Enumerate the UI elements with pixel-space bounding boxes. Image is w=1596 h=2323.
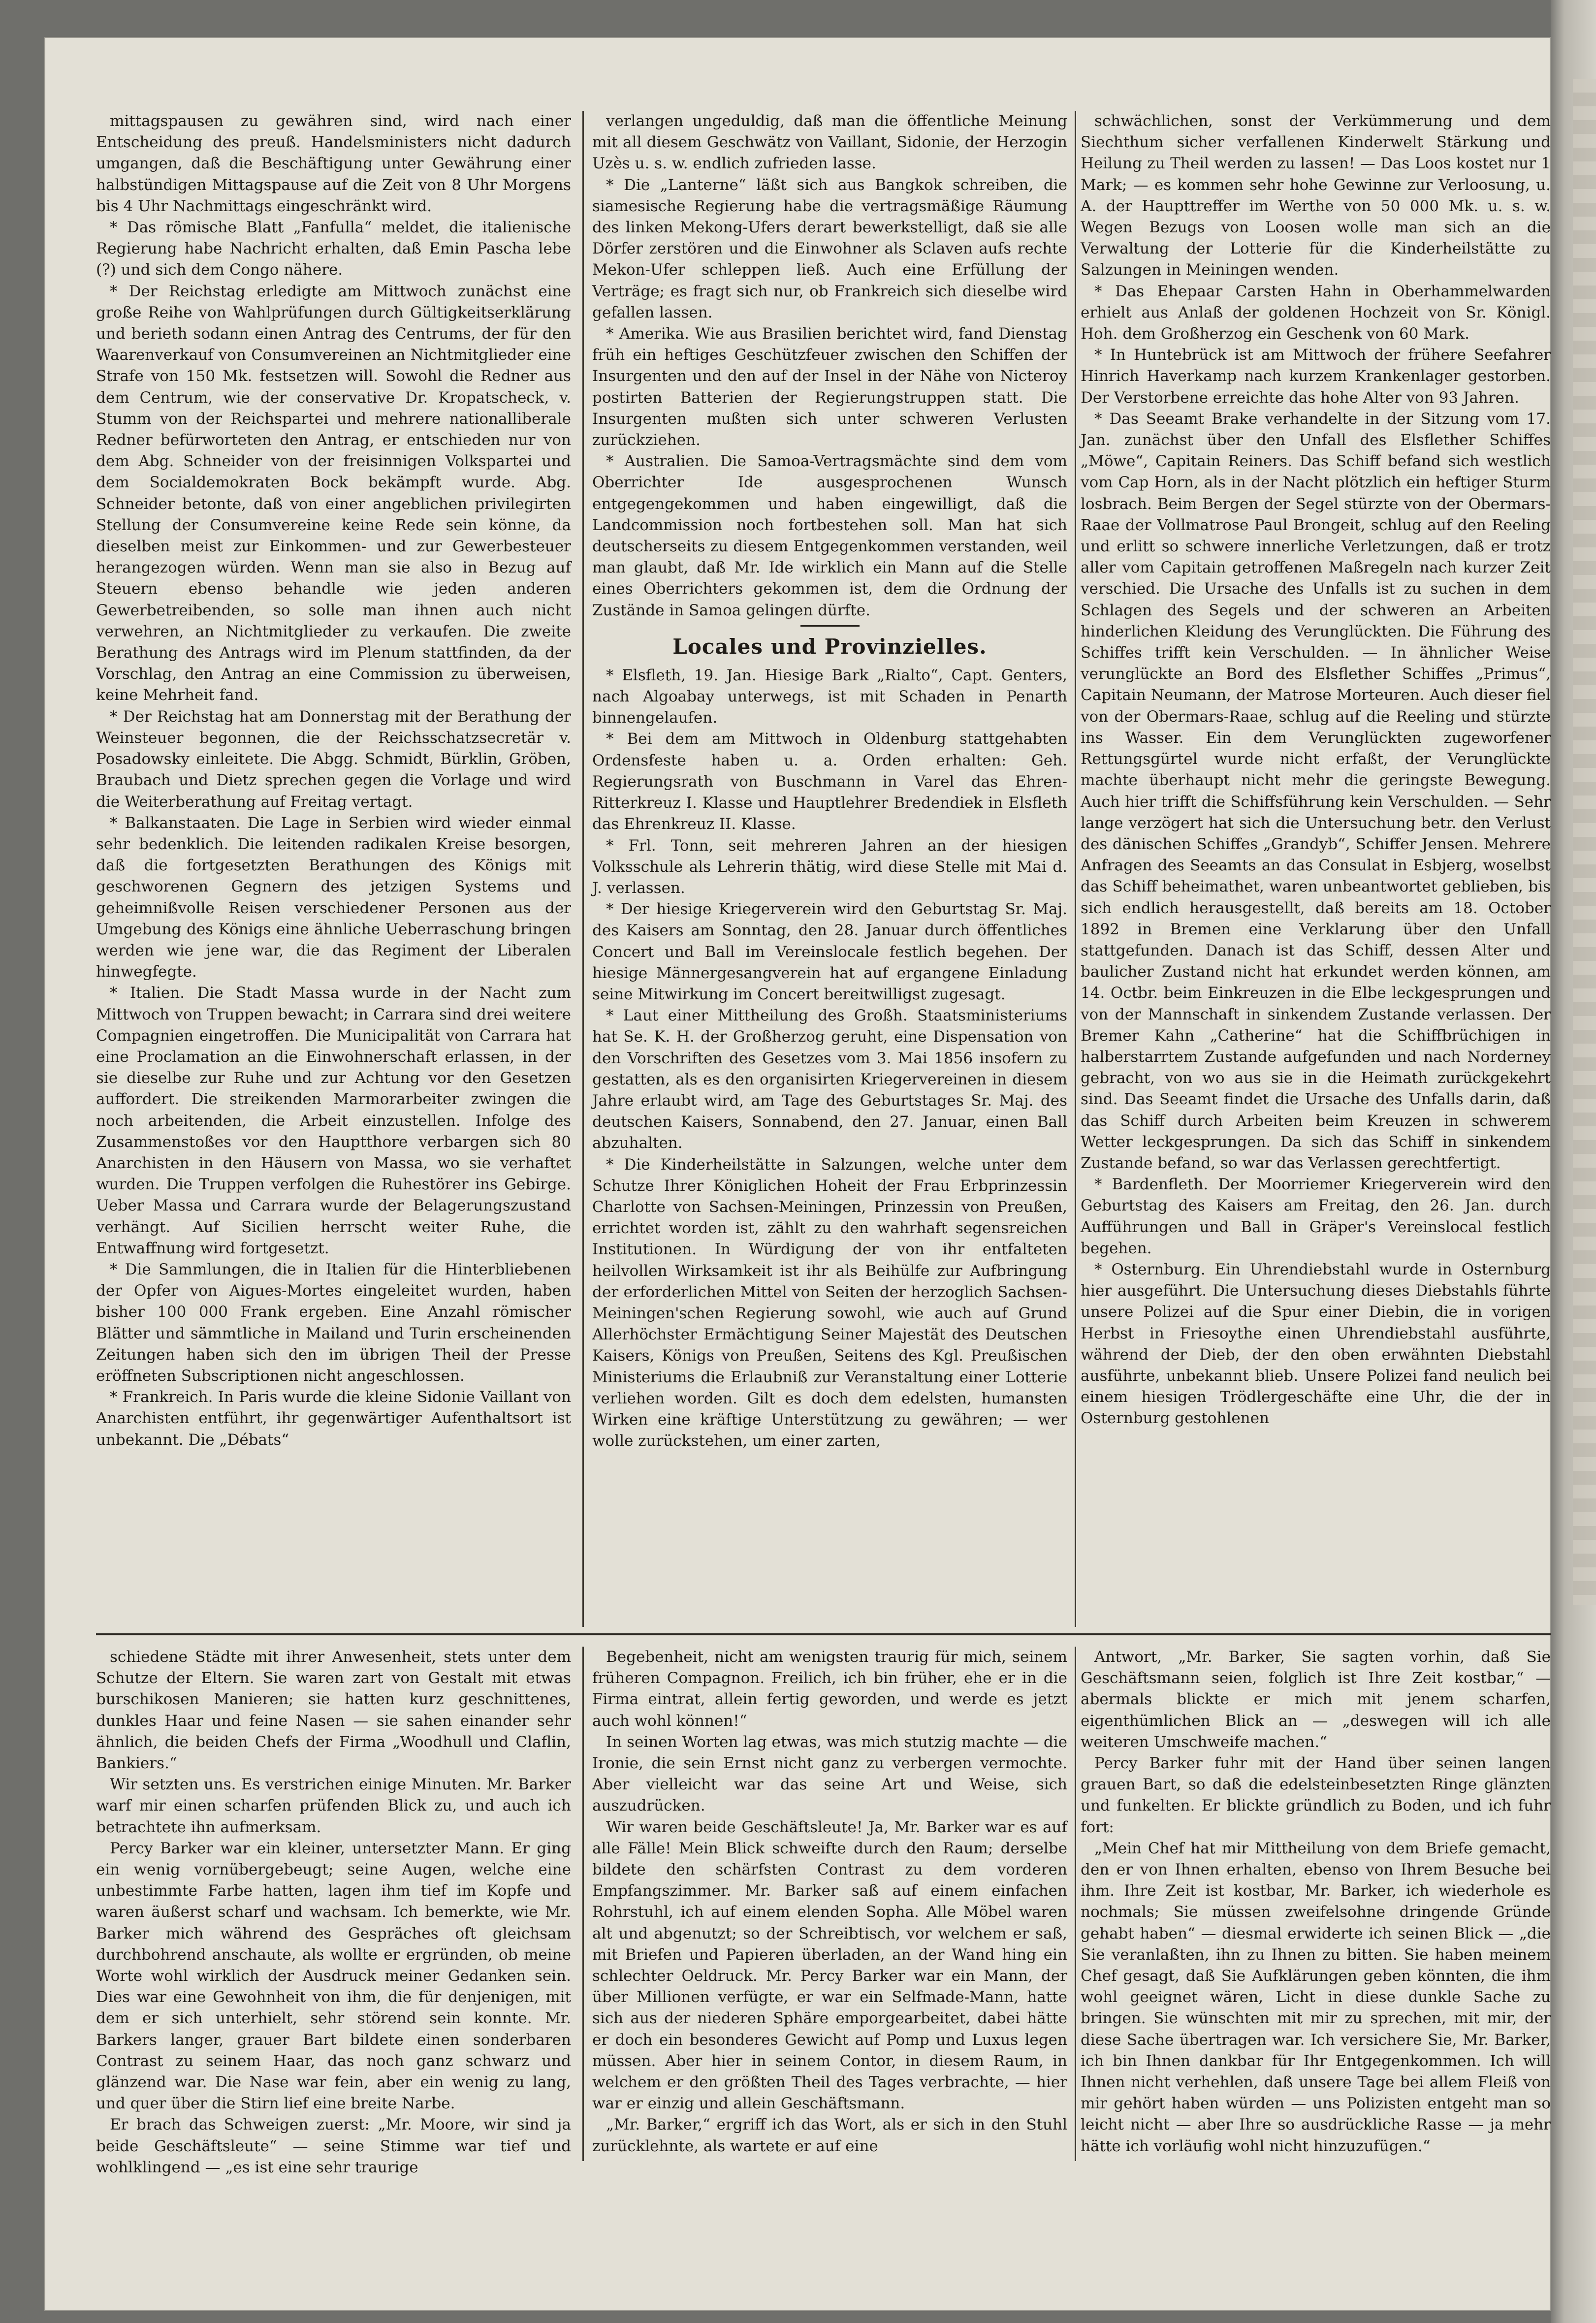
news-column-3 (1081, 111, 1551, 1627)
article-paragraph: * Die „Lanterne“ läßt sich aus Bangkok schreiben, die siamesische Regierung habe die vertragsmäßige Räumung des linken Mekong-Ufers derart bewerkstelligt, daß sie alle Dörfer zerstören und die Einwohner als Sclaven aufs rechte Mekon-Ufer schleppen ließ. Auch eine Erfüllung der Verträge; es fragt sich nur, ob Frankreich sich dieselbe wird gefallen lassen. (592, 176, 1067, 321)
article-paragraph: * Die Kinderheilstätte in Salzungen, welche unter dem Schutze Ihrer Königlichen Hoheit der Frau Erbprinzessin Charlotte von Sachsen-Meiningen, Prinzessin von Preußen, errichtet worden ist, zählt zu den wahrhaft segensreichen Institutionen. In Würdigung der von ihr entfalteten heilvollen Wirksamkeit ist ihr als Beihülfe zur Aufbringung der erforderlichen Mittel von Seiten der herzoglich Sachsen-Meiningen'schen Regierung sowohl, wie auch auf Grund Allerhöchster Ermächtigung Seiner Majestät des Deutschen Kaisers, Königs von Preußen, Seitens des Kgl. Preußischen Ministeriums die Erlaubniß zur Veranstaltung einer Lotterie verliehen worden. Gilt es doch dem edelsten, humansten Wirken eine kräftige Unterstützung zu gewähren; — wer wolle zurückstehen, um einer zarten, (592, 1155, 1067, 1450)
article-paragraph: * Frankreich. In Paris wurde die kleine Sidonie Vaillant von Anarchisten entführt, ihr gegenwärtiger Aufenthaltsort ist unbekannt. Die „Débats“ (96, 1388, 571, 1449)
news-column-2 (592, 111, 1067, 1627)
article-paragraph: schwächlichen, sonst der Verkümmerung und dem Siechthum sicher verfallenen Kinderwelt Stärkung und Heilung zu Theil werden zu lassen! — Das Loos kostet nur 1 Mark; — es kommen sehr hohe Gewinne zur Verloosung, u. A. der Haupttreffer im Werthe von 50 000 Mk. u. s. w. Wegen Bezugs von Loosen wolle man sich an die Verwaltung der Lotterie für die Kinderheilstätte zu Salzungen in Meiningen wenden. (1081, 112, 1551, 279)
article-paragraph: mittagspausen zu gewähren sind, wird nach einer Entscheidung des preuß. Handelsministers nicht dadurch umgangen, daß die Beschäftigung unter Gewährung einer halbstündigen Mittagspause auf die Zeit von 8 Uhr Morgens bis 4 Uhr Nachmittags eingeschränkt wird. (96, 112, 571, 215)
article-paragraph: * Frl. Tonn, seit mehreren Jahren an der hiesigen Volksschule als Lehrerin thätig, wird diese Stelle mit Mai d. J. verlassen. (592, 836, 1067, 897)
article-paragraph: Percy Barker war ein kleiner, untersetzter Mann. Er ging ein wenig vornübergebeugt; seine Augen, welche eine unbestimmte Farbe hatten, lagen ihm tief im Kopfe und waren äußerst scharf und wachsam. Ich bemerkte, wie Mr. Barker mich während des Gespräches oft gleichsam durchbohrend anschaute, als wollte er ergründen, ob meine Worte wohl wirklich der Ausdruck meiner Gedanken sein. Dies war eine Gewohnheit von ihm, die für denjenigen, mit dem er sich unterhielt, sehr störend sein konnte. Mr. Barkers langer, grauer Bart bildete einen sonderbaren Contrast zu seinem Haar, das noch ganz schwarz und glänzend war. Die Nase war fein, aber ein wenig zu lang, und quer über die Stirn lief eine breite Narbe. (96, 1839, 571, 2113)
feuilleton-column-3 (1081, 1647, 1551, 2161)
article-paragraph: Wir setzten uns. Es verstrichen einige Minuten. Mr. Barker warf mir einen scharfen prüfenden Blick zu, und auch ich betrachtete ihn aufmerksam. (96, 1776, 571, 1836)
article-paragraph: Percy Barker fuhr mit der Hand über seinen langen grauen Bart, so daß die edelsteinbesetzten Ringe glänzten und funkelten. Er blickte gründlich zu Boden, und ich fuhr fort: (1081, 1754, 1551, 1836)
feuilleton-column-2 (592, 1647, 1067, 2161)
article-paragraph: * Australien. Die Samoa-Vertragsmächte sind dem vom Oberrichter Ide ausgesprochenen Wunsch entgegengekommen und haben eingewilligt, daß die Landcommission noch fortbestehen soll. Man hat sich deutscherseits zu diesem Entgegenkommen verstanden, weil man glaubt, daß Mr. Ide wirklich ein Mann auf die Stelle eines Oberrichters gekommen ist, dem die Ordnung der Zustände in Samoa gelingen dürfte. (592, 452, 1067, 619)
article-paragraph: * Bardenfleth. Der Moorriemer Kriegerverein wird den Geburtstag des Kaisers am Freitag, den 26. Jan. durch Aufführungen und Ball in Gräper's Vereinslocal festlich begehen. (1081, 1176, 1551, 1257)
section-separator (800, 625, 860, 627)
article-paragraph: * Laut einer Mittheilung des Großh. Staatsministeriums hat Se. K. H. der Großherzog geruht, eine Dispensation von den Vorschriften des Gesetzes vom 3. Mai 1856 insofern zu gestatten, als es den organisirten Kriegervereinen in diesem Jahre erlaubt wird, am Tage des Geburtstages Sr. Maj. des deutschen Kaisers, Sonnabend, den 27. Januar, einen Ball abzuhalten. (592, 1007, 1067, 1152)
section-heading-locales: Locales und Provinzielles. (672, 634, 987, 659)
article-paragraph: * Balkanstaaten. Die Lage in Serbien wird wieder einmal sehr bedenklich. Die leitenden radikalen Kreise besorgen, daß die fortgesetzten Berathungen des Königs mit geschworenen Gegnern des jetzigen Systems und geheimnißvolle Reisen verschiedener Personen aus der Umgebung des Königs eine ähnliche Ueberraschung bringen werden wie jene war, die das Regiment der Liberalen hinwegfegte. (96, 814, 571, 981)
feuilleton-divider-1 (582, 1647, 584, 2161)
article-paragraph: In seinen Worten lag etwas, was mich stutzig machte — die Ironie, die sein Ernst nicht ganz zu verbergen vermochte. Aber vielleicht war das seine Art und Weise, sich auszudrücken. (592, 1733, 1067, 1815)
political-news-block (592, 111, 1067, 621)
article-paragraph: * In Huntebrück ist am Mittwoch der frühere Seefahrer Hinrich Haverkamp nach kurzem Krankenlager gestorben. Der Verstorbene erreichte das hohe Alter von 93 Jahren. (1081, 346, 1551, 407)
feuilleton-divider-2 (1075, 1647, 1076, 2161)
article-paragraph: „Mein Chef hat mir Mittheilung von dem Briefe gemacht, den er von Ihnen erhalten, ebenso von Ihrem Besuche bei ihm. Ihre Zeit ist kostbar, Mr. Barker, ich wiederhole es nochmals; Sie müssen zweifelsohne dringende Gründe gehabt haben“ — diesmal erwiderte ich seinen Blick — „die Sie veranlaßten, ihn zu Ihnen zu bitten. Sie haben meinem Chef gesagt, daß Sie Aufklärungen geben könnten, die ihm wohl geeignet wären, Licht in diese dunkle Sache zu bringen. Sie wünschten mit mir zu sprechen, mit mir, der diese Sache übertragen war. Ich versichere Sie, Mr. Barker, ich bin Ihnen dankbar für Ihr Entgegenkommen. Ich will Ihnen nicht verhehlen, daß unsere Tage bei allem Fleiß von mir gehört haben würden — uns Polizisten entgeht man so leicht nicht — aber Ihre so ausdrückliche Rasse — ja mehr hätte ich vorläufig wohl nicht hinzuzufügen.“ (1081, 1839, 1551, 2155)
article-paragraph: „Mr. Barker,“ ergriff ich das Wort, als er sich in den Stuhl zurücklehnte, als wartete er auf eine (592, 2116, 1067, 2155)
column-divider-1 (582, 111, 584, 1627)
article-paragraph: Begebenheit, nicht am wenigsten traurig für mich, seinem früheren Compagnon. Freilich, ich bin früher, ehe er in die Firma eintrat, allein fertig geworden, und werde es jetzt auch wohl können!“ (592, 1648, 1067, 1730)
column-divider-2 (1075, 111, 1076, 1627)
article-paragraph: * Das römische Blatt „Fanfulla“ meldet, die italienische Regierung habe Nachricht erhalten, daß Emin Pascha lebe (?) und sich dem Congo nähere. (96, 219, 571, 279)
feuilleton-separator (96, 1633, 1551, 1635)
article-paragraph: * Die Sammlungen, die in Italien für die Hinterbliebenen der Opfer von Aigues-Mortes eingeleitet wurden, haben bisher 100 000 Frank ergeben. Eine Anzahl römischer Blätter und sämmtliche in Mailand und Turin erscheinenden Zeitungen haben sich den im übrigen Theil der Presse eröffneten Subscriptionen nicht angeschlossen. (96, 1260, 571, 1385)
article-paragraph: Er brach das Schweigen zuerst: „Mr. Moore, wir sind ja beide Geschäftsleute“ — seine Stimme war tief und wohlklingend — „es ist eine sehr traurige (96, 2116, 571, 2176)
local-news-block (592, 665, 1067, 1452)
article-paragraph: * Das Ehepaar Carsten Hahn in Oberhammelwarden erhielt aus Anlaß der goldenen Hochzeit von Sr. Königl. Hoh. dem Großherzog ein Geschenk von 60 Mark. (1081, 282, 1551, 343)
feuilleton-column-1 (96, 1647, 571, 2176)
article-paragraph: * Osternburg. Ein Uhrendiebstahl wurde in Osternburg hier ausgeführt. Die Untersuchung dieses Diebstahls führte unsere Polizei auf die Spur einer Diebin, die in vorigen Herbst in Friesoythe einen Uhrendiebstahl ausführte, während der Dieb, der den oben erwähnten Diebstahl ausführte, unbekannt blieb. Unsere Polizei fand neulich bei einem hiesigen Trödlergeschäfte eine Uhr, die der in Osternburg gestohlenen (1081, 1260, 1551, 1428)
adjacent-page-text-strip (1573, 79, 1596, 1605)
article-paragraph: * Elsfleth, 19. Jan. Hiesige Bark „Rialto“, Capt. Genters, nach Algoabay unterwegs, ist mit Schaden in Penarth binnengelaufen. (592, 666, 1067, 727)
article-paragraph: * Das Seeamt Brake verhandelte in der Sitzung vom 17. Jan. zunächst über den Unfall des Elsflether Schiffes „Möwe“, Capitain Reiners. Das Schiff befand sich westlich vom Cap Horn, als in der Nacht plötzlich ein heftiger Sturm losbrach. Beim Bergen der Segel stürzte von der Obermars-Raae der Vollmatrose Paul Brongeit, schlug auf den Reeling und erlitt so schwere innerliche Verletzungen, daß er trotz aller vom Capitain getroffenen Maßregeln nach kurzer Zeit verschied. Die Ursache des Unfalls ist zu suchen in dem Schlagen des Segels und der schweren an Arbeiten hinderlichen Kleidung des Verunglückten. Die Führung des Schiffes trifft kein Verschulden. — In ähnlicher Weise verunglückte an Bord des Elsflether Schiffes „Primus“, Capitain Neumann, der Matrose Morteuren. Auch dieser fiel von der Obermars-Raae, schlug auf die Reeling und stürzte ins Wasser. Ein dem Verunglückten zugeworfener Rettungsgürtel wurde nicht erfaßt, der Verunglückte machte überhaupt nicht mehr die geringste Bewegung. Auch hier trifft die Schiffsführung kein Verschulden. — Sehr lange verzögert hat sich die Untersuchung betr. den Verlust des dänischen Schiffes „Grandyb“, Schiffer Jensen. Mehrere Anfragen des Seeamts an das Consulat in Esbjerg, woselbst das Schiff beheimathet, waren unbeantwortet geblieben, bis sich endlich herausgestellt, daß bereits am 18. October 1892 in Bremen eine Verklarung über den Unfall stattgefunden. Danach ist das Schiff, dessen Alter und baulicher Zustand nicht hat erkundet werden können, am 14. Octbr. beim Einkreuzen in die Elbe leckgesprungen und von der Mannschaft in sinkendem Zustande verlassen. Der Bremer Kahn „Catherine“ hat die Schiffbrüchigen in halberstarrtem Zustande aufgefunden und nach Norderney gebracht, von wo aus sie in die Heimath zurückgekehrt sind. Das Seeamt findet die Ursache des Unfalls darin, daß das Schiff durch Arbeiten beim Kreuzen in schwerem Wetter leckgesprungen. Da sich das Schiff in sinkendem Zustande befand, so war das Verlassen gerechtfertigt. (1081, 410, 1551, 1172)
article-paragraph: * Amerika. Wie aus Brasilien berichtet wird, fand Dienstag früh ein heftiges Geschützfeuer zwischen den Schiffen der Insurgenten und den auf der Insel in der Nähe von Nicteroy postirten Batterien der Regierungstruppen statt. Die Insurgenten mußten sich unter schweren Verlusten zurückziehen. (592, 325, 1067, 449)
news-column-1 (96, 111, 571, 1627)
article-paragraph: * Bei dem am Mittwoch in Oldenburg stattgehabten Ordensfeste haben u. a. Orden erhalten: Geh. Regierungsrath von Buschmann in Varel das Ehren-Ritterkreuz I. Klasse und Hauptlehrer Bredendiek in Elsfleth das Ehrenkreuz II. Klasse. (592, 730, 1067, 833)
article-paragraph: * Der Reichstag hat am Donnerstag mit der Berathung der Weinsteuer begonnen, die der Reichsschatzsecretär v. Posadowsky einleitete. Die Abgg. Schmidt, Bürklin, Gröben, Braubach und Dietz sprechen gegen die Vorlage und wird die Weiterberathung auf Freitag vertagt. (96, 707, 571, 811)
article-paragraph: Antwort, „Mr. Barker, Sie sagten vorhin, daß Sie Geschäftsmann seien, folglich ist Ihre Zeit kostbar,“ — abermals blickte er mich mit jenem scharfen, eigenthümlichen Blick an — „deswegen will ich alle weiteren Umschweife machen.“ (1081, 1648, 1551, 1751)
article-paragraph: * Der Reichstag erledigte am Mittwoch zunächst eine große Reihe von Wahlprüfungen durch Gültigkeitserklärung und berieth sodann einen Antrag des Centrums, der für den Waarenverkauf von Consumvereinen an Nichtmitglieder eine Strafe von 150 Mk. festsetzen will. Sowohl die Redner aus dem Centrum, wie der conservative Dr. Kropatscheck, v. Stumm von der Reichspartei und mehrere nationalliberale Redner befürworteten den Antrag, er entschieden nur von dem Abg. Schneider von der freisinnigen Volkspartei und dem Socialdemokraten Bock bekämpft wurde. Abg. Schneider betonte, daß von einer angeblichen privilegirten Stellung der Consumvereine keine Rede sein könne, da dieselben meist zur Einkommen- und zur Gewerbesteuer herangezogen würden. Wenn man sie also in Bezug auf Steuern ebenso behandle wie jeden anderen Gewerbetreibenden, so solle man ihnen auch nicht verwehren, an Nichtmitglieder zu verkaufen. Die zweite Berathung des Antrags wird im Plenum stattfinden, da der Vorschlag, den Antrag an eine Commission zu überweisen, keine Mehrheit fand. (96, 282, 571, 704)
article-paragraph: * Italien. Die Stadt Massa wurde in der Nacht zum Mittwoch von Truppen bewacht; in Carrara sind drei weitere Compagnien eingetroffen. Die Municipalität von Carrara hat eine Proclamation an die Einwohnerschaft erlassen, in der sie dieselbe zur Ruhe und zur Achtung vor den Gesetzen auffordert. Die streikenden Marmorarbeiter zwingen die noch arbeitenden, die Arbeit einzustellen. Infolge des Zusammenstoßes vor den Hauptthore verbargen sich 80 Anarchisten in den Häusern von Massa, wo sie verhaftet wurden. Die Truppen verfolgen die Ruhestörer ins Gebirge. Ueber Massa und Carrara wurde der Belagerungszustand verhängt. Auf Sicilien herrscht weiter Ruhe, die Entwaffnung wird fortgesetzt. (96, 984, 571, 1257)
article-paragraph: schiedene Städte mit ihrer Anwesenheit, stets unter dem Schutze der Eltern. Sie waren zart von Gestalt mit etwas burschikosen Manieren; sie hatten kurz geschnittenes, dunkles Haar und feine Nasen — sie sahen einander sehr ähnlich, die beiden Chefs der Firma „Woodhull und Claflin, Bankiers.“ (96, 1648, 571, 1773)
article-paragraph: * Der hiesige Kriegerverein wird den Geburtstag Sr. Maj. des Kaisers am Sonntag, den 28. Januar durch öffentliches Concert und Ball im Vereinslocale festlich begehen. Der hiesige Männergesangverein hat auf ergangene Einladung seine Mitwirkung im Concert bereitwilligst zugesagt. (592, 900, 1067, 1003)
article-paragraph: Wir waren beide Geschäftsleute! Ja, Mr. Barker war es auf alle Fälle! Mein Blick schweifte durch den Raum; derselbe bildete den schärfsten Contrast zu dem vorderen Empfangszimmer. Mr. Barker saß auf einem einfachen Rohrstuhl, ich auf einem elenden Sopha. Alle Möbel waren alt und abgenutzt; so der Schreibtisch, vor welchem er saß, mit Briefen und Papieren überladen, an der Wand hing ein schlechter Oeldruck. Mr. Percy Barker war ein Mann, der über Millionen verfügte, er war ein Selfmade-Mann, hatte sich aus der niederen Sphäre emporgearbeitet, dabei hätte er doch ein besonderes Gewicht auf Pomp und Luxus legen müssen. Aber hier in seinem Contor, in diesem Raum, in welchem er den größten Theil des Tages verbrachte, — hier war er einzig und allein Geschäftsmann. (592, 1818, 1067, 2113)
article-paragraph: verlangen ungeduldig, daß man die öffentliche Meinung mit all diesem Geschwätz von Vaillant, Sidonie, der Herzogin Uzès u. s. w. endlich zufrieden lasse. (592, 112, 1067, 173)
